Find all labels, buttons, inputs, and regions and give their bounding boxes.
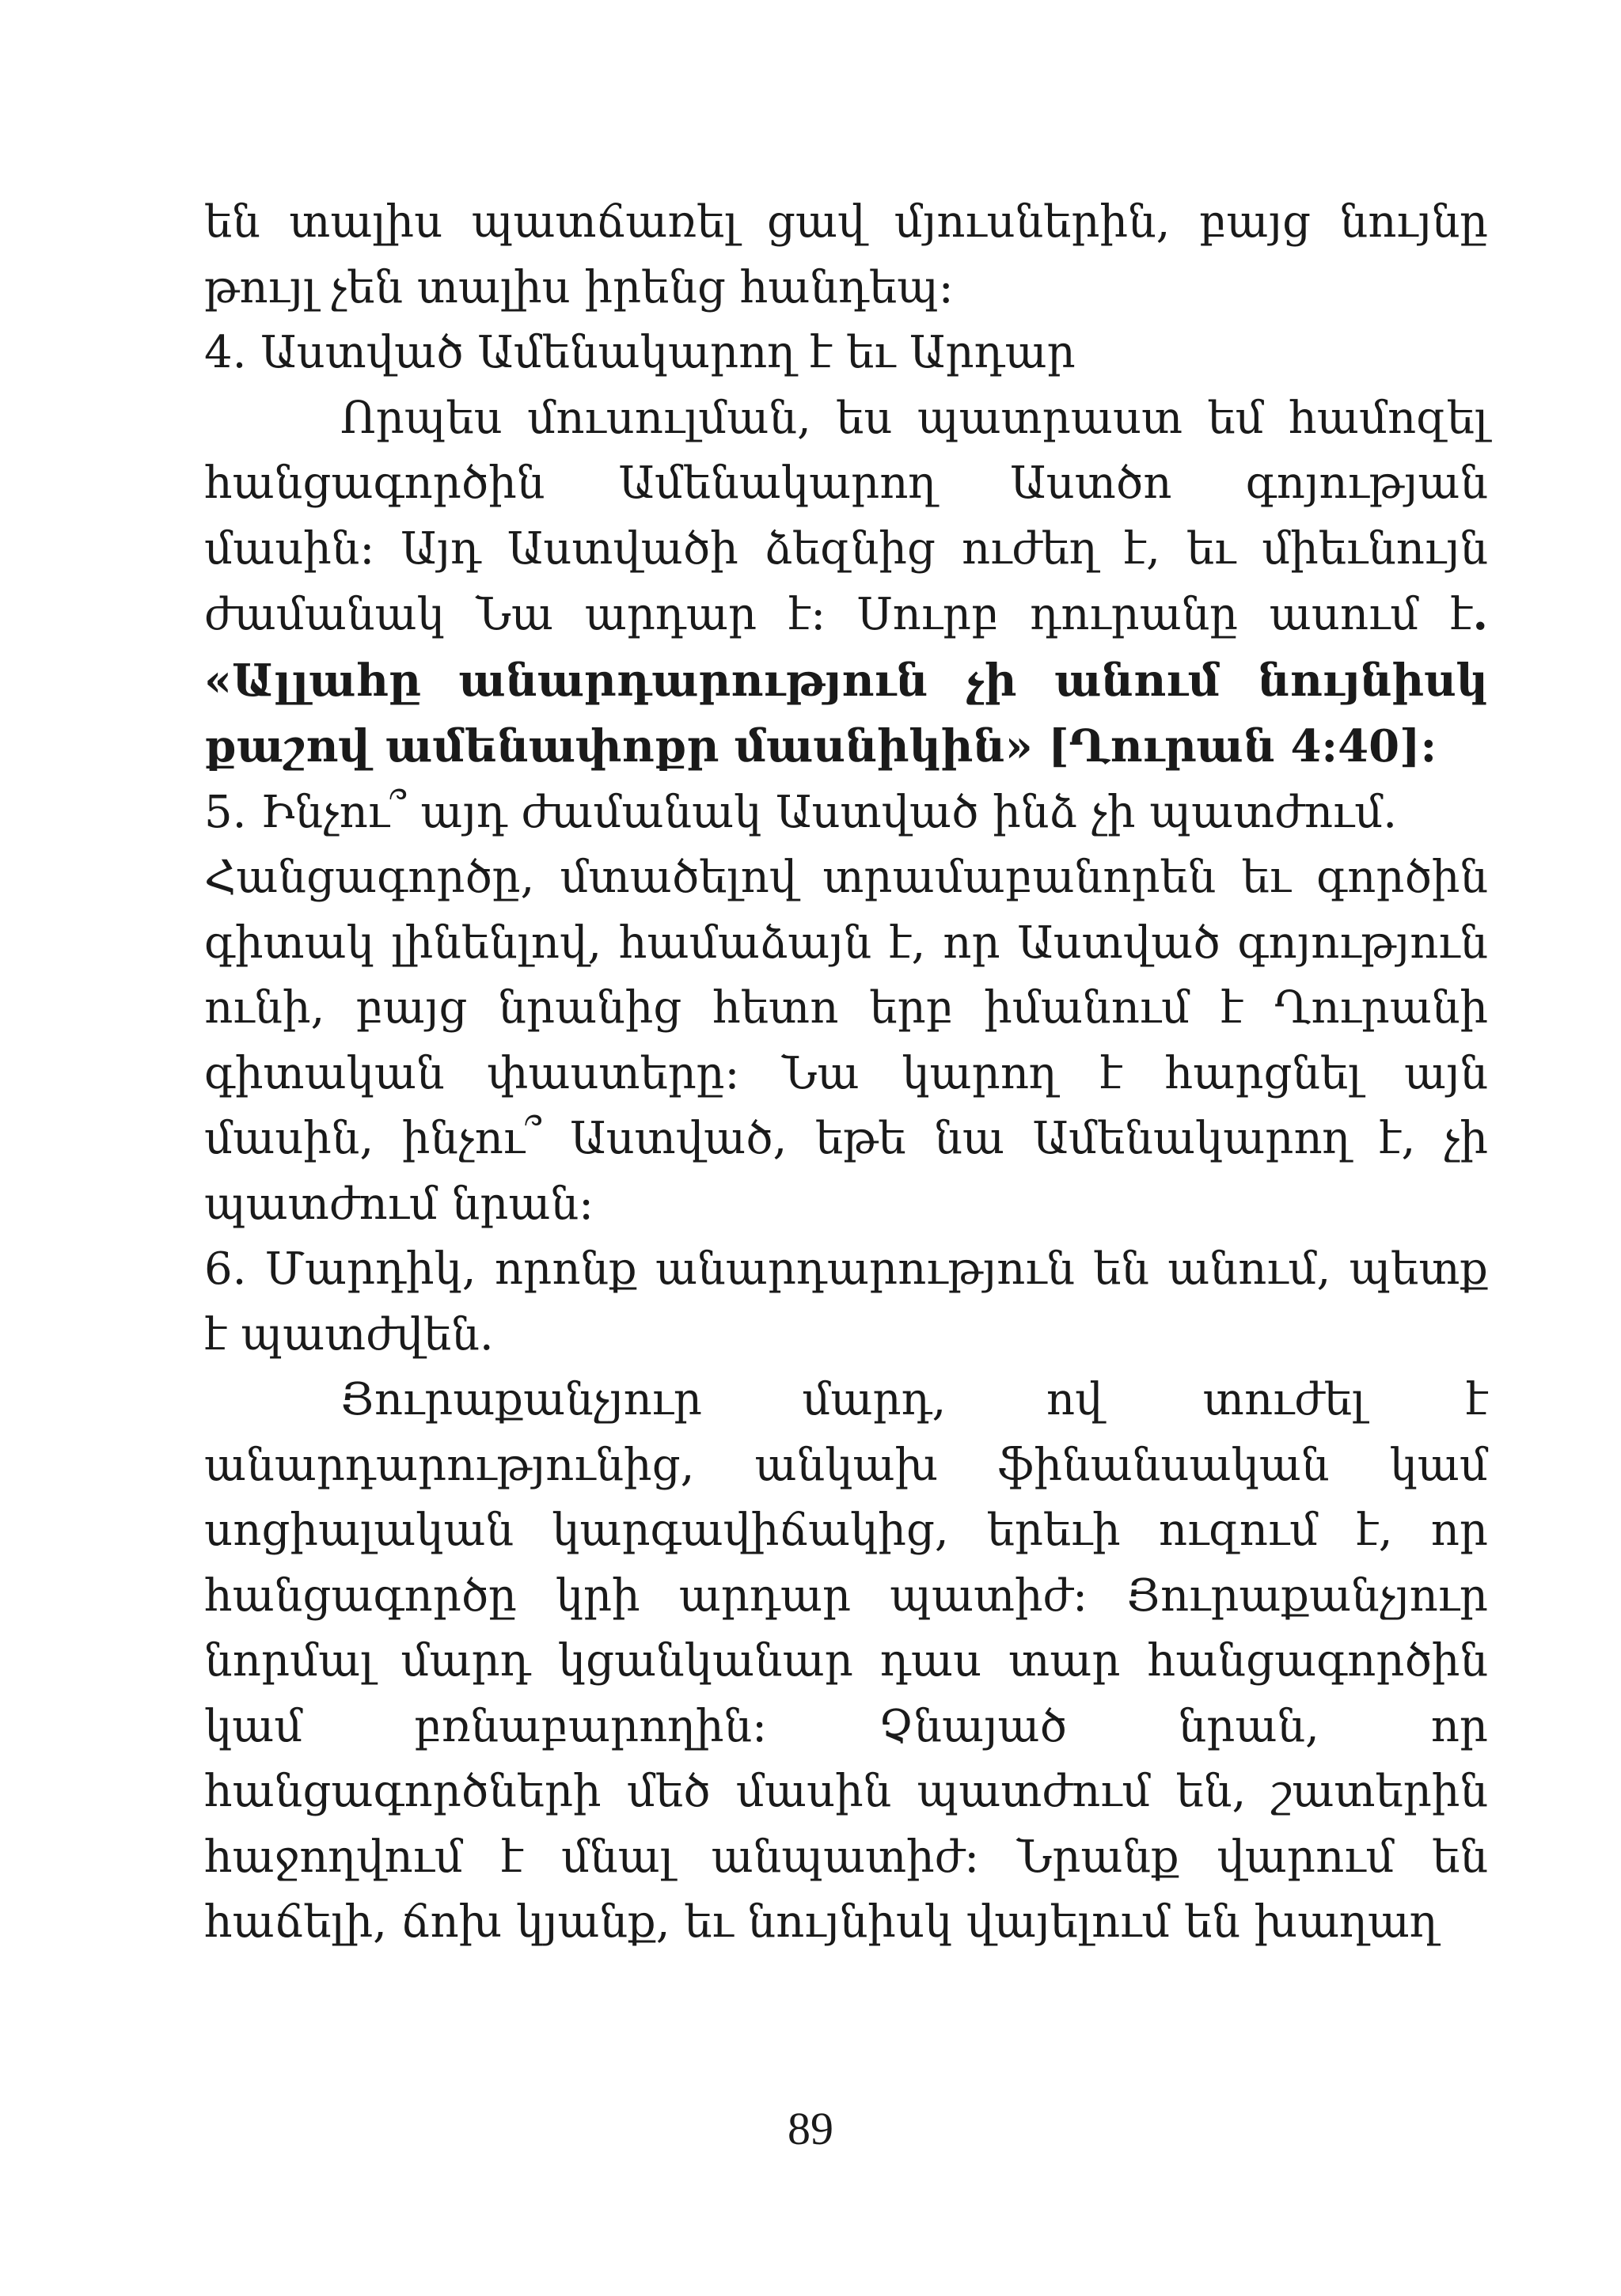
section-heading-6: 6. Մարդիկ, որոնք անարդարություն են անում, պետք է պատժվեն. [204,1243,1488,1361]
paragraph-4 [204,386,1488,780]
paragraph-4-text: Որպես մուսուլման, ես պատրաստ եմ համոզել հանցագործին Ամենակարող Աստծո գոյության մասին: Այդ Աստվածի ձեզնից ուժեղ է, եւ միեւնույն ժամանակ Նա արդար է: Սուրբ դուրանը ասում է [204,392,1488,640]
section-heading-4: 4. Աստված Ամենակարող է եւ Արդար [204,327,1076,378]
quran-quote: . «Ալլահը անարդարություն չի անում նույնիսկ քաշով ամենափոքր մասնիկին» [Ղուրան 4:40]: [204,588,1488,772]
paragraph-continued: են տալիս պատճառել ցավ մյուսներին, բայց նույնը թույլ չեն տալիս իրենց հանդեպ: [204,196,1488,313]
page-number: 89 [788,2103,833,2154]
paragraph-5: Հանցագործը, մտածելով տրամաբանորեն եւ գործին գիտակ լինենլով, համաձայն է, որ Աստված գոյություն ունի, բայց նրանից հետո երբ իմանում է Ղուրանի գիտական փաստերը: Նա կարող է հարցնել այն մասին, ինչու՞ Աստված, եթե նա Ամենակարող է, չի պատժում նրան: [204,852,1488,1230]
section-heading-5: 5. Ինչու՞ այդ ժամանակ Աստված ինձ չի պատժում. [204,786,1397,838]
paragraph-6: Յուրաքանչյուր մարդ, ով տուժել է անարդարությունից, անկախ ֆինանսական կամ սոցիալական կարգավիճակից, երեւի ուզում է, որ հանցագործը կրի արդար պատիժ: Յուրաքանչյուր նորմալ մարդ կցանկանար դաս տար հանցագործին կամ բռնաբարողին: Չնայած նրան, որ հանցագործների մեծ մասին պատժում են, շատերին հաջողվում է մնալ անպատիժ: Նրանք վարում են հաճելի, ճոխ կյանք, եւ նույնիսկ վայելում են խաղաղ [204,1374,1488,1948]
page-body [204,190,1488,1956]
